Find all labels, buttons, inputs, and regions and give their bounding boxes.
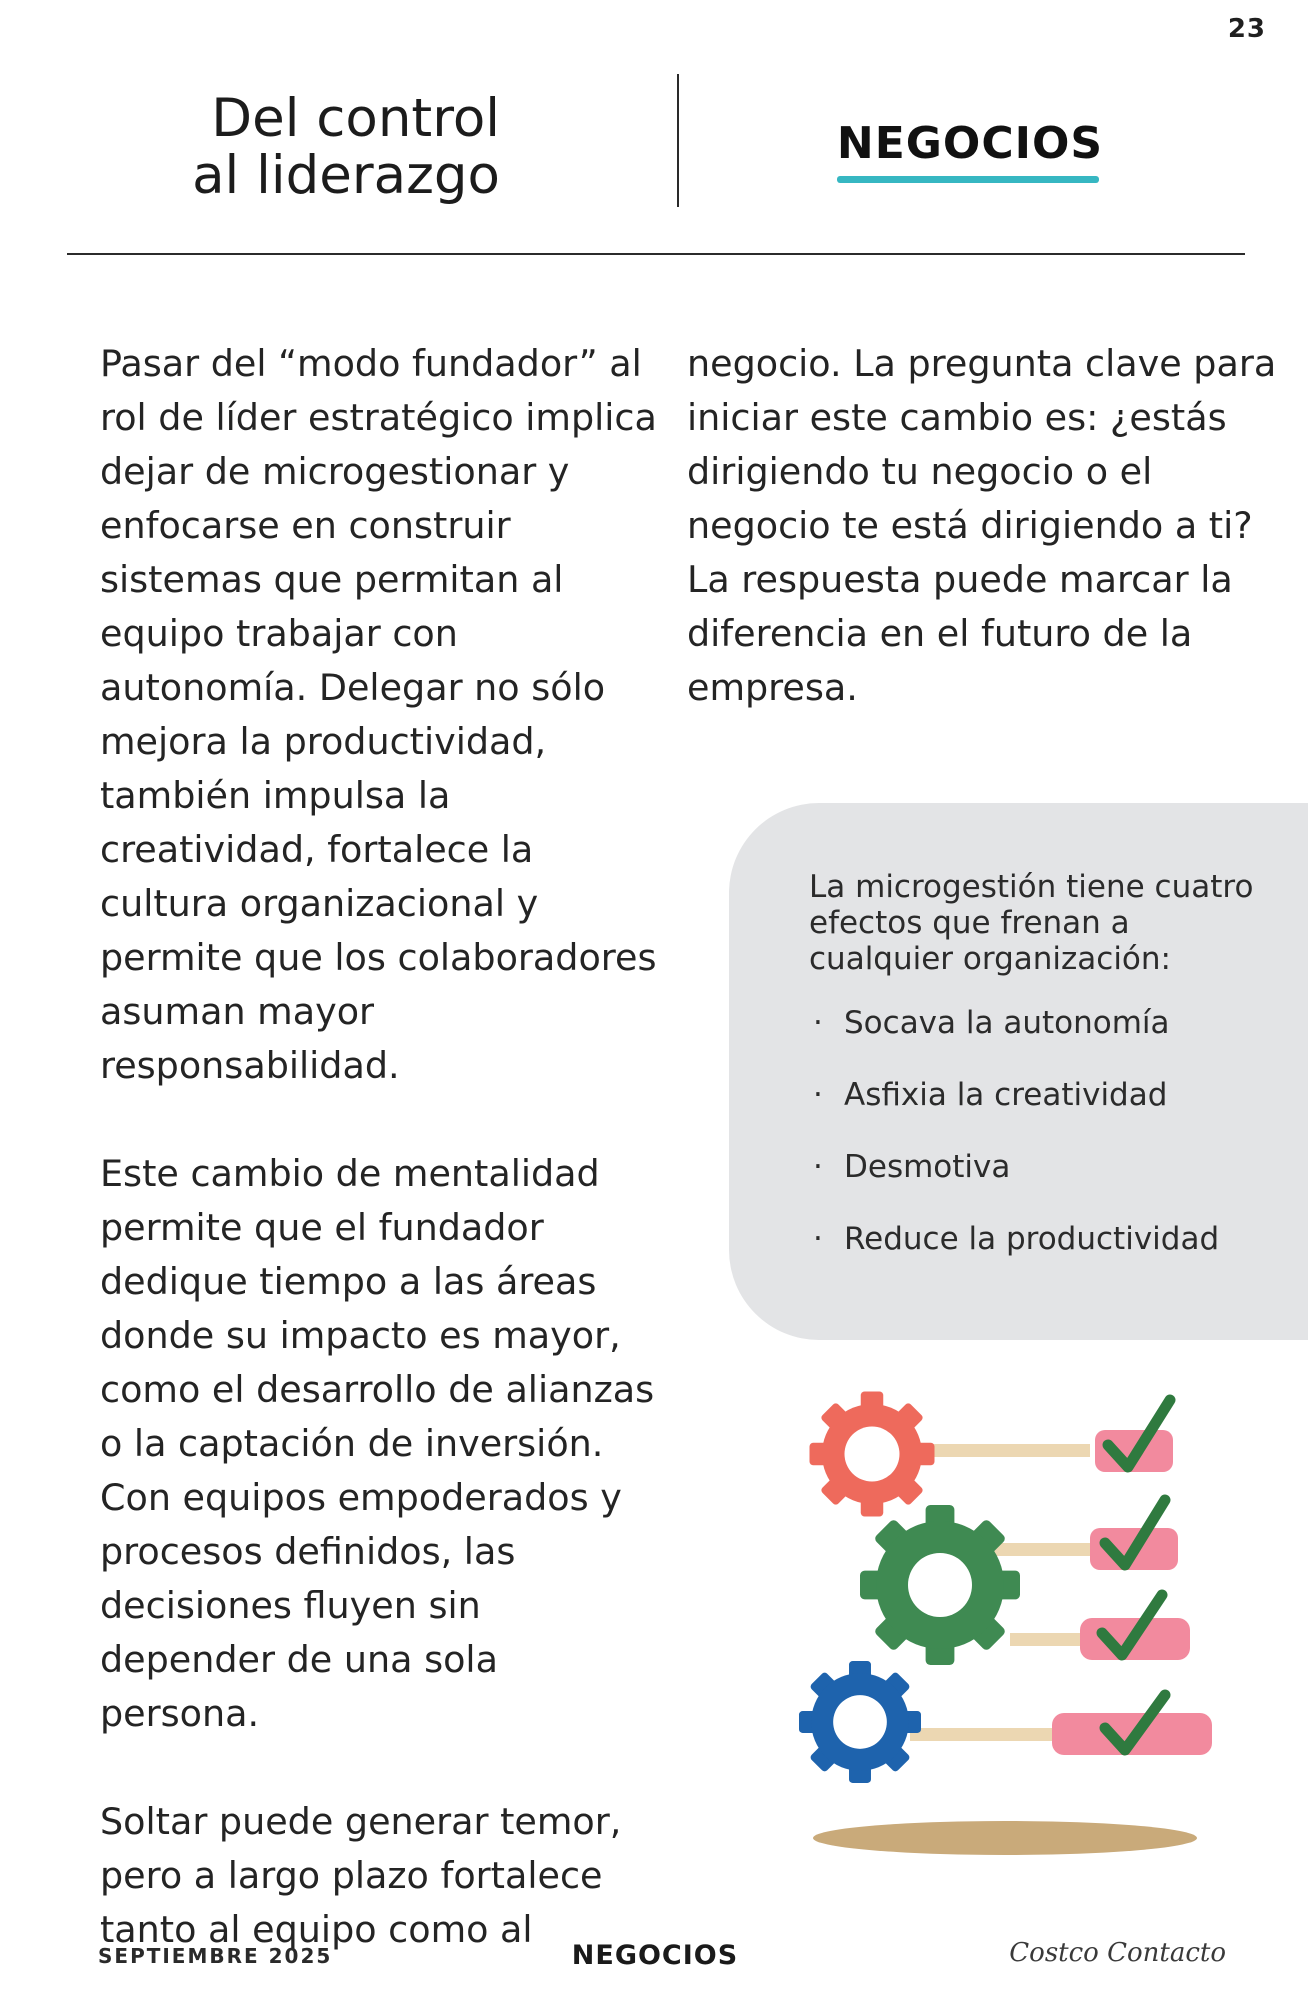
callout-item-label: Desmotiva	[844, 1149, 1011, 1185]
callout-item-label: Reduce la productividad	[844, 1221, 1220, 1257]
footer-brand: Costco Contacto	[1009, 1938, 1226, 1968]
paragraph-continued: negocio. La pregunta clave para iniciar este cambio es: ¿estás dirigiendo tu negocio o el negocio te está dirigiendo a ti? La respuesta puede marcar la diferencia en el futuro de la empresa.	[687, 342, 1277, 709]
ground-shadow	[813, 1821, 1197, 1855]
callout-intro: La microgestión tiene cuatro efectos que frenan a cualquier organización:	[809, 869, 1254, 977]
green-gear-icon	[860, 1505, 1020, 1665]
callout-item-label: Socava la autonomía	[844, 1005, 1170, 1041]
section-underline	[837, 176, 1099, 183]
page-number: 23	[1227, 14, 1266, 44]
paragraph-2: Este cambio de mentalidad permite que el fundador dedique tiempo a las áreas donde su impacto es mayor, como el desarrollo de alianzas o la captación de inversión. Con equipos empoderados y procesos definidos, las decisiones fluyen sin depender de una sola persona.	[100, 1152, 655, 1735]
section-label: NEGOCIOS	[836, 118, 1104, 169]
footer-section: NEGOCIOS	[571, 1940, 739, 1971]
paragraph-3: Soltar puede generar temor, pero a largo plazo fortalece tanto al equipo como al	[100, 1800, 622, 1951]
bullet-icon: ·	[813, 1149, 823, 1185]
blue-gear-icon	[799, 1661, 921, 1783]
callout-item	[809, 1147, 1219, 1219]
callout-item	[809, 1075, 1219, 1147]
callout-item-label: Asfixia la creatividad	[844, 1077, 1168, 1113]
footer-date: SEPTIEMBRE 2025	[98, 1944, 333, 1968]
title-line-1: Del control	[211, 88, 500, 149]
bullet-icon: ·	[813, 1005, 823, 1041]
paragraph-1: Pasar del “modo fundador” al rol de líder estratégico implica dejar de microgestionar y enfocarse en construir sistemas que permitan al equipo trabajar con autonomía. Delegar no sólo mejora la productividad, también impulsa la creatividad, fortalece la cultura organizacional y permite que los colaboradores asuman mayor responsabilidad.	[100, 342, 657, 1087]
article-right-column	[687, 337, 1277, 715]
callout-item	[809, 1219, 1219, 1291]
bullet-icon: ·	[813, 1077, 823, 1113]
article-left-column	[100, 337, 660, 1957]
article-title	[150, 90, 500, 204]
connector-bar	[910, 1444, 1090, 1457]
callout-list	[809, 1003, 1219, 1291]
red-gear-icon	[810, 1392, 935, 1517]
header-divider	[677, 74, 679, 207]
callout-box	[729, 803, 1308, 1340]
bullet-icon: ·	[813, 1221, 823, 1257]
header-rule	[67, 253, 1245, 255]
gears-checklist-illustration	[790, 1380, 1230, 1860]
callout-item	[809, 1003, 1219, 1075]
title-line-2: al liderazgo	[192, 145, 500, 206]
